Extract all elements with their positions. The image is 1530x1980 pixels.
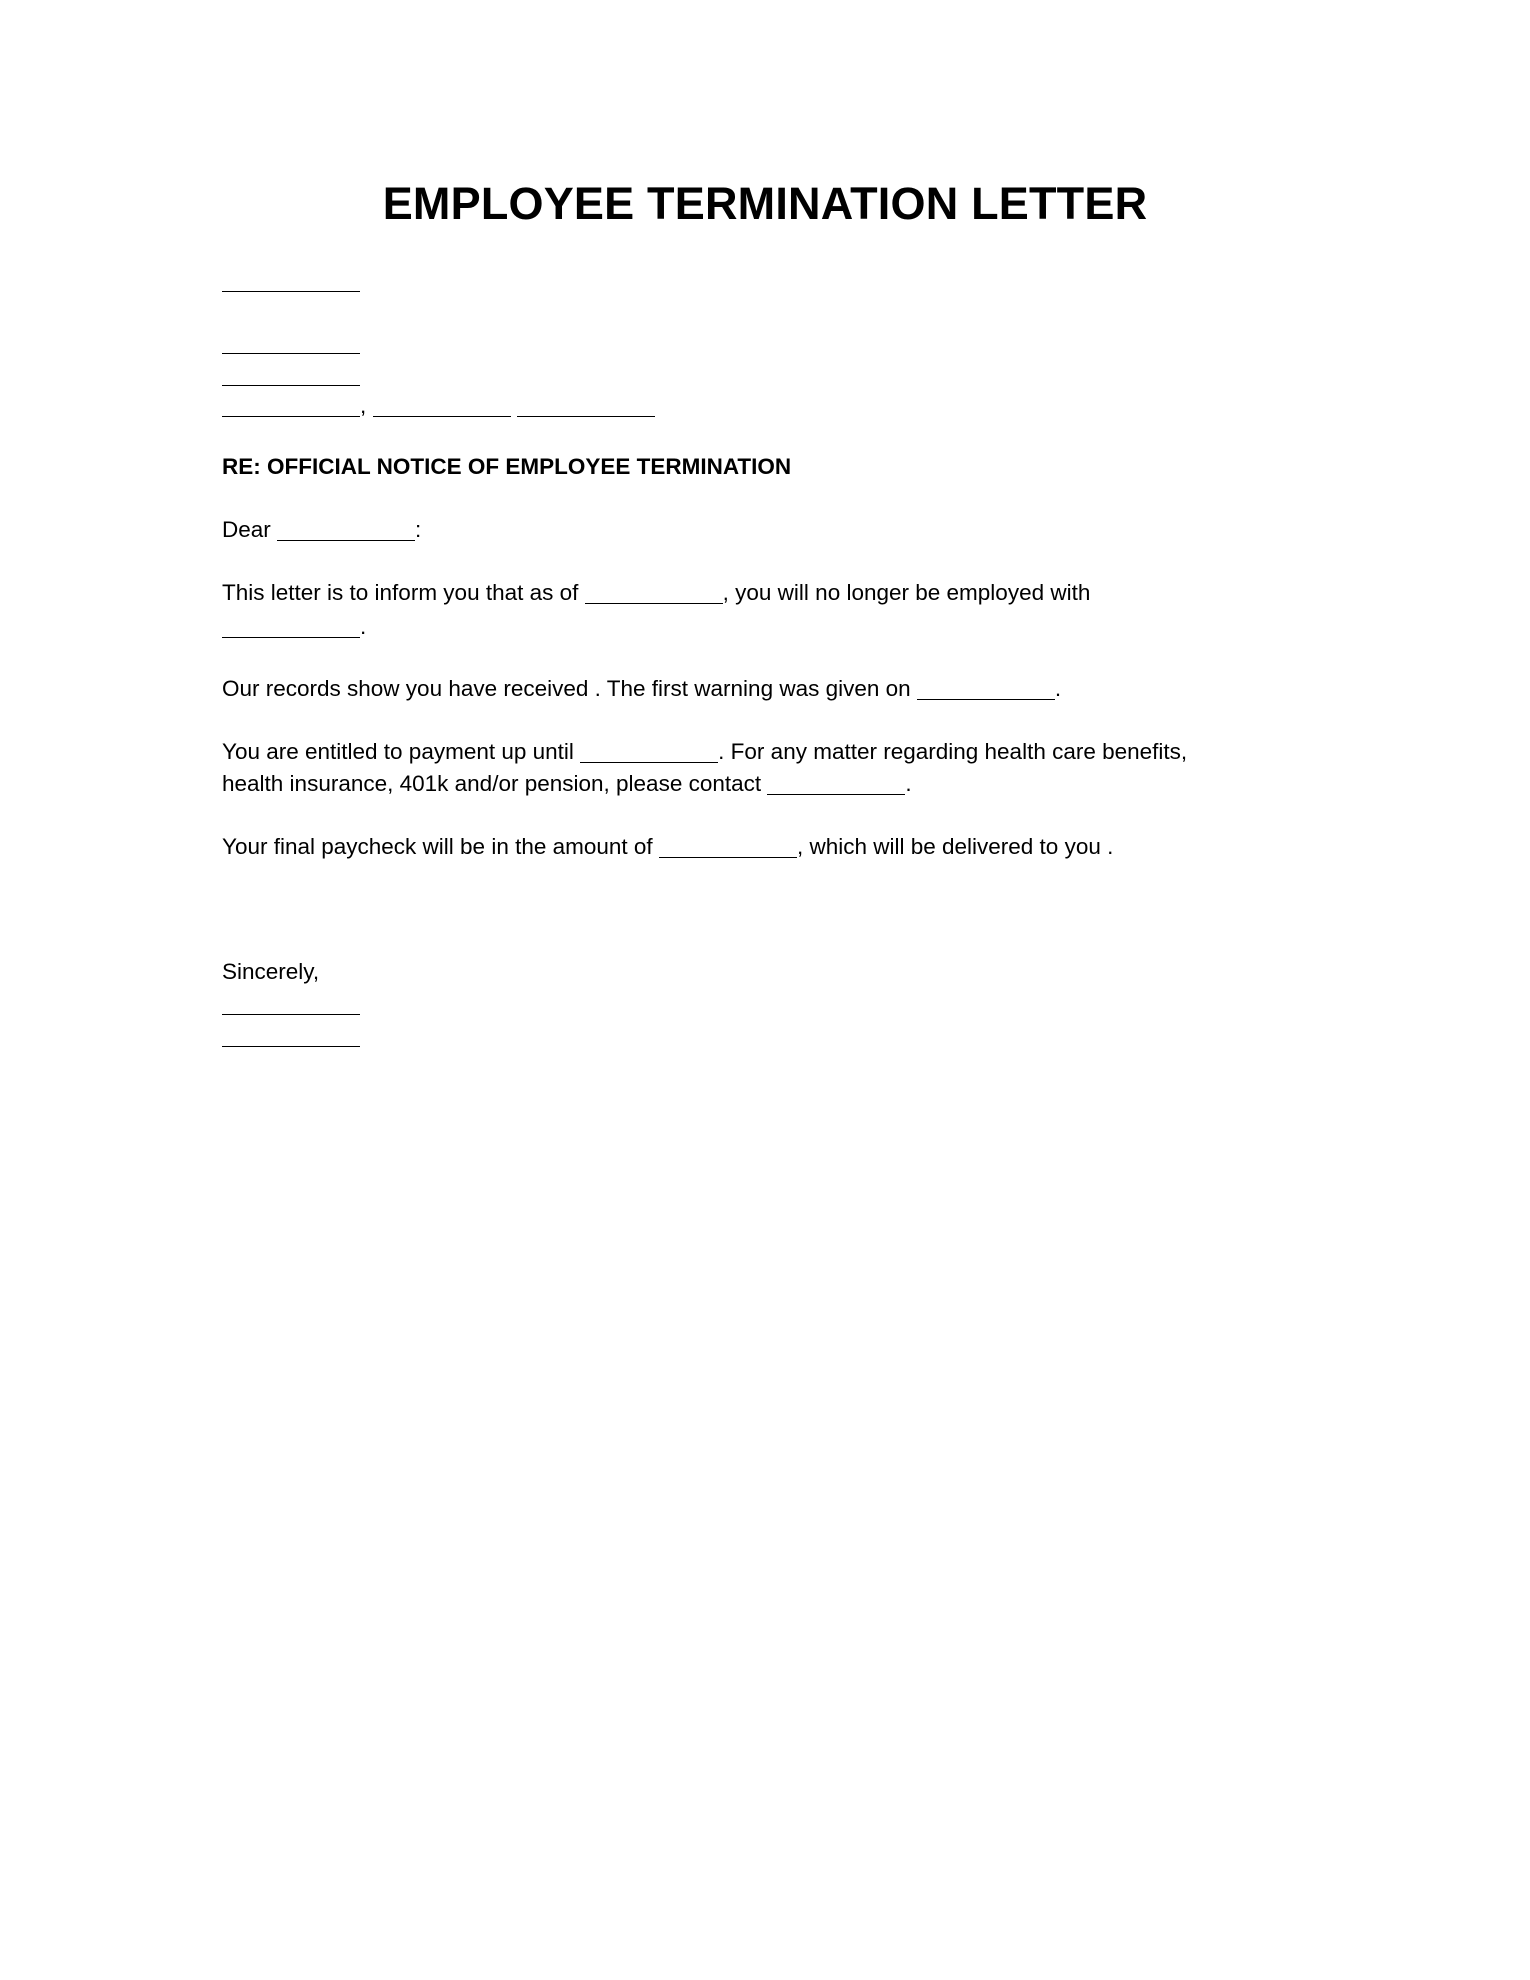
paycheck-amount-blank (659, 833, 797, 858)
paragraph-1-line-2: . (222, 612, 366, 642)
recipient-city-state-zip-line (222, 391, 655, 421)
date-blank (222, 267, 360, 292)
recipient-name-blank (222, 329, 360, 354)
signature-blank (222, 990, 360, 1015)
salutation: Dear : (222, 517, 422, 542)
paragraph-3-line-1: You are entitled to payment up until . For any matter regarding health care benefits, (222, 739, 1188, 764)
paragraph-2: Our records show you have received . The first warning was given on . (222, 676, 1062, 701)
termination-date-blank (585, 579, 723, 604)
company-name-blank (222, 613, 360, 638)
paragraph-1-line-1: This letter is to inform you that as of , you will no longer be employed with (222, 580, 1091, 605)
subject-line: RE: OFFICIAL NOTICE OF EMPLOYEE TERMINATION (222, 454, 792, 479)
recipient-street-blank (222, 361, 360, 386)
paragraph-3-line-2: health insurance, 401k and/or pension, please contact . (222, 771, 912, 796)
first-warning-date-blank (917, 675, 1055, 700)
recipient-street-line (222, 360, 360, 390)
date-line (222, 266, 360, 296)
employee-name-blank (277, 516, 415, 541)
state-blank (373, 392, 511, 417)
benefits-contact-blank (767, 770, 905, 795)
signer-name-line (222, 1021, 360, 1051)
signer-name-blank (222, 1022, 360, 1047)
paragraph-4: Your final paycheck will be in the amount of , which will be delivered to you . (222, 834, 1114, 859)
signature-line (222, 989, 360, 1019)
payment-until-blank (580, 738, 718, 763)
recipient-name-line (222, 328, 360, 358)
zip-blank (517, 392, 655, 417)
city-blank (222, 392, 360, 417)
document-title: EMPLOYEE TERMINATION LETTER (382, 178, 1148, 229)
closing: Sincerely, (222, 959, 320, 984)
address-comma: , (360, 393, 367, 418)
